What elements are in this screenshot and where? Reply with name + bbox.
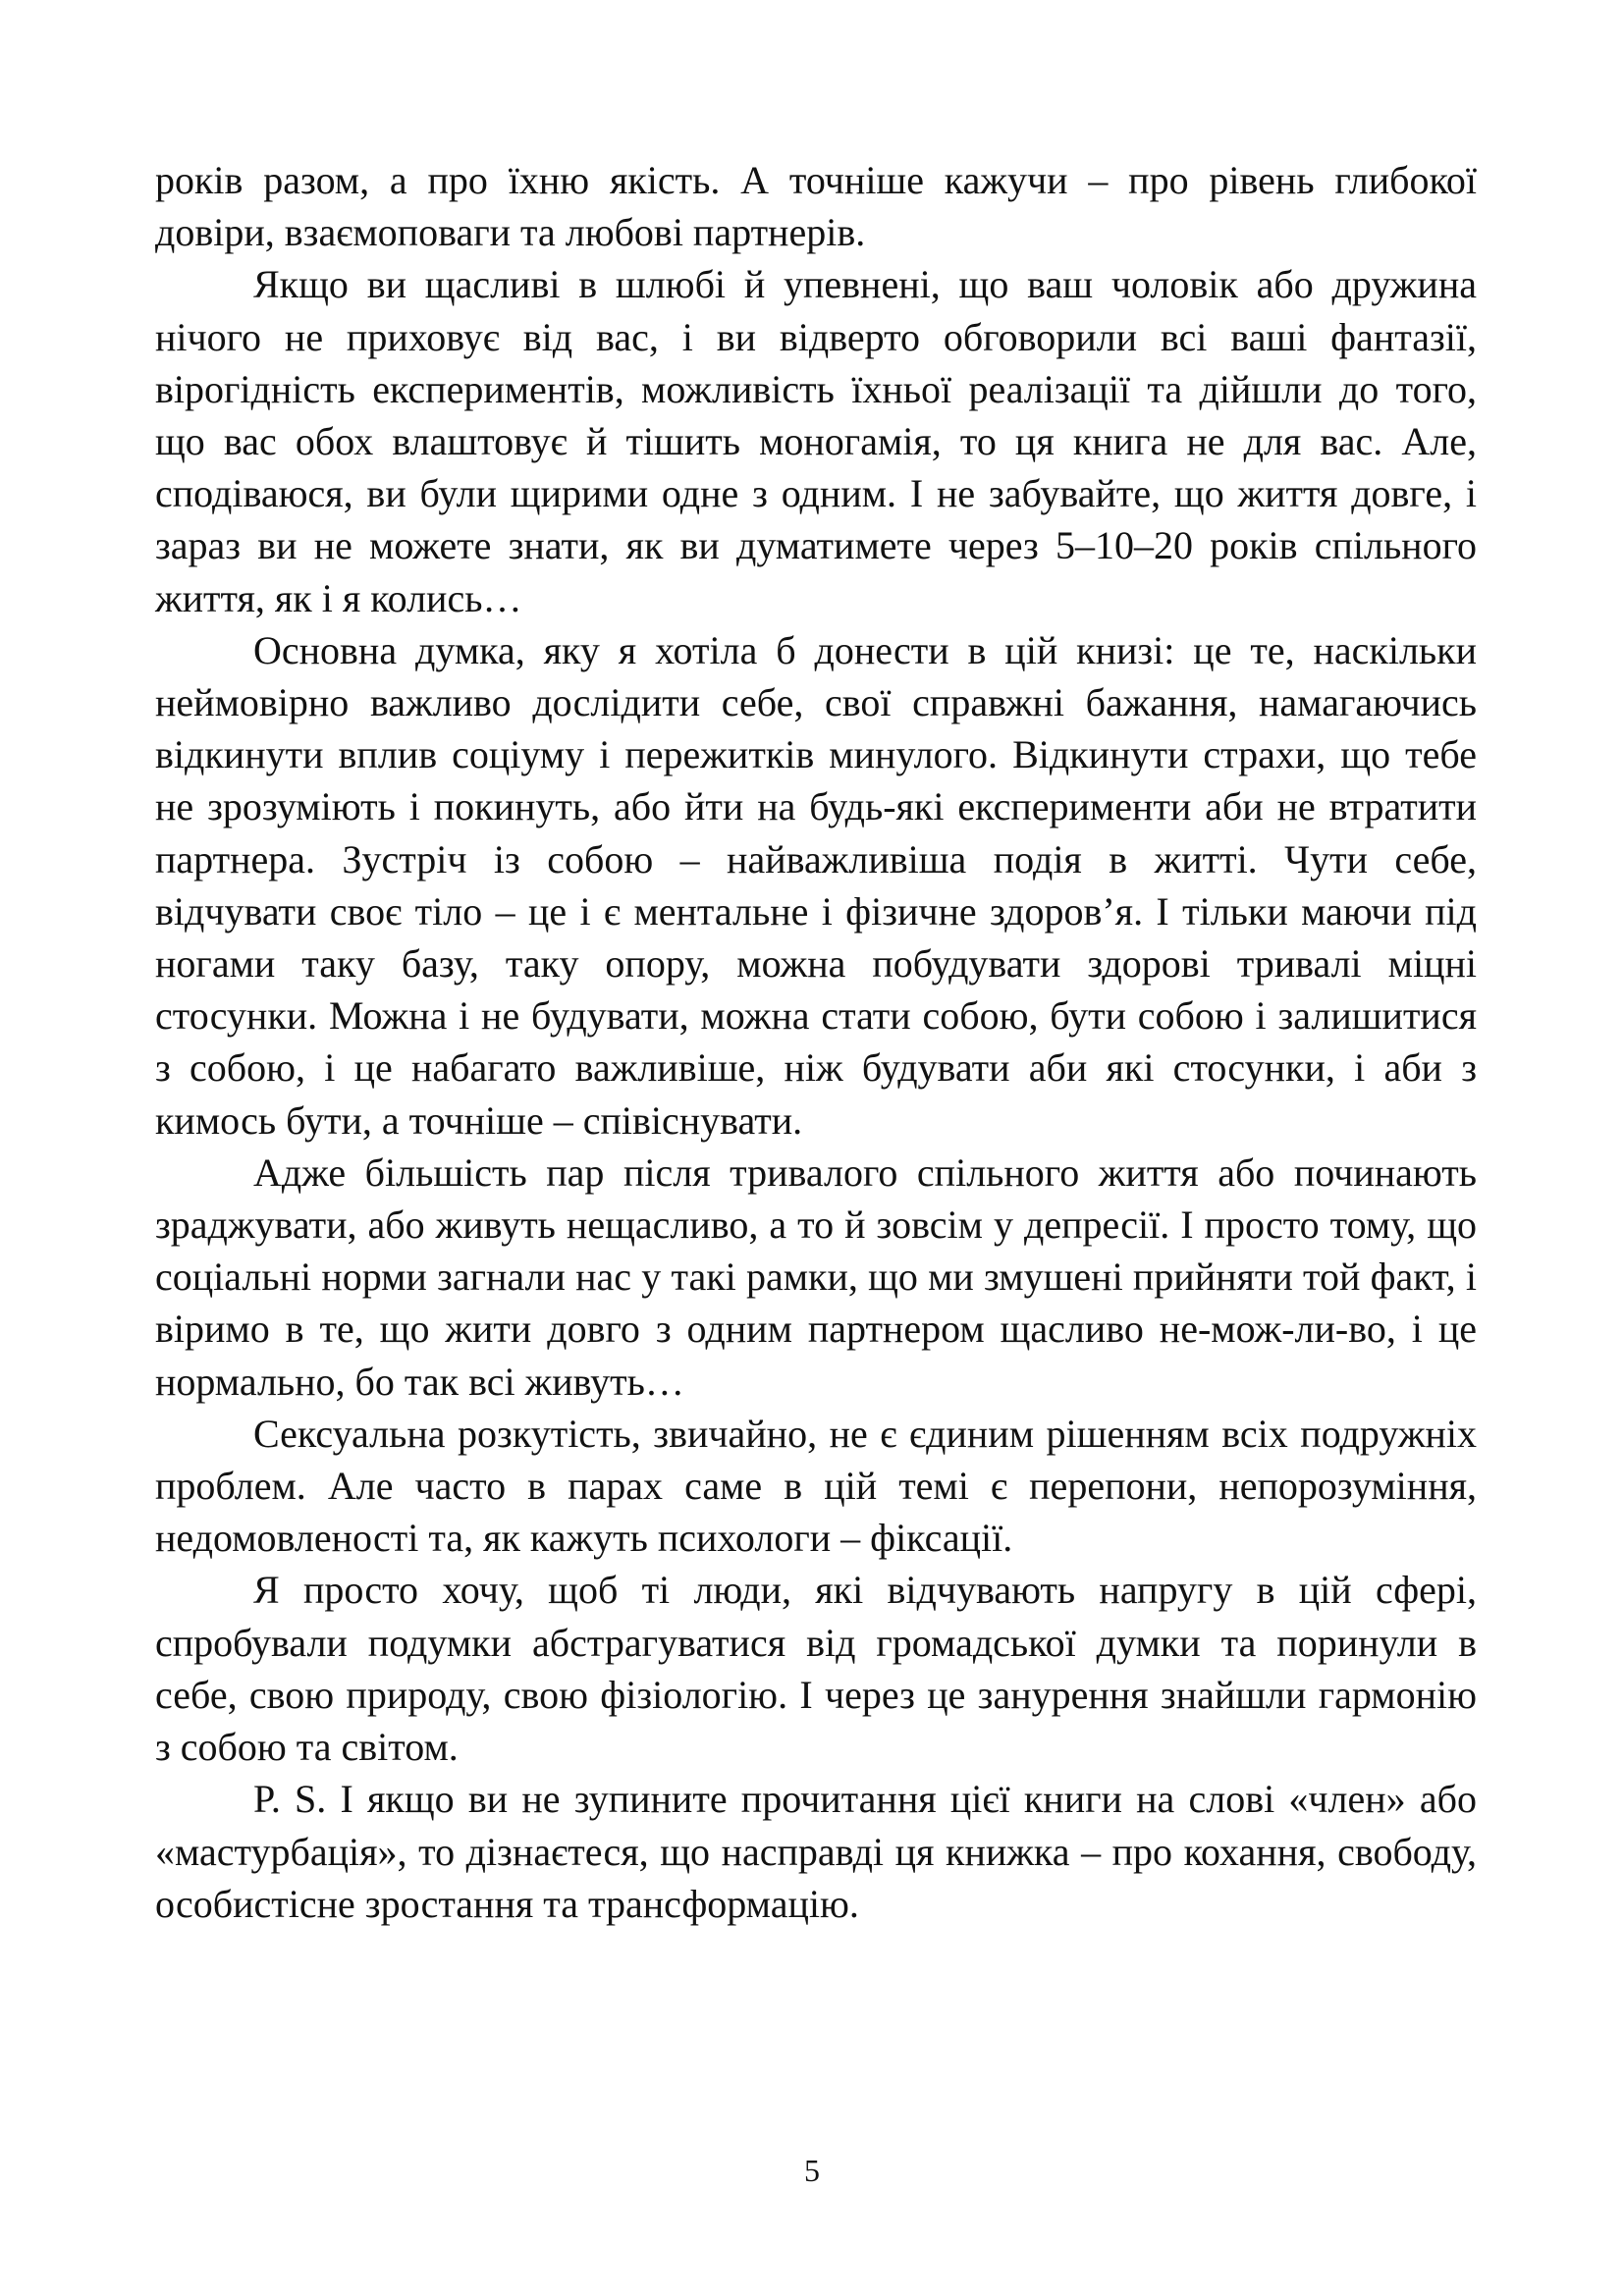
text-body (155, 154, 1477, 1930)
paragraph-sexual-openness: Сексуальна розкутість, звичайно, не є єдиним рішенням всіх подружніх проблем. Але часто в парах саме в цій темі є перепони, непорозуміння, недомовленості та, як кажуть психологи – фіксації. (155, 1411, 1477, 1561)
paragraph-couples: Адже більшість пар після тривалого спільного життя або починають зраджувати, або живуть нещасливо, а то й зовсім у депресії. І просто тому, що соціальні норми загнали нас у такі рамки, що ми змушені прийняти той факт, і віримо в те, що жити довго з одним партнером щасливо не-мож-ли-во, і це нормально, бо так всі живуть… (155, 1149, 1477, 1404)
paragraph-continuation: років разом, а про їхню якість. А точніше кажучи – про рівень глибокої довіри, взаємоповаги та любові партнерів. (155, 158, 1477, 255)
paragraph-main-idea: Основна думка, яку я хотіла б донести в цій книзі: це те, наскільки неймовірно важливо дослідити себе, свої справжні бажання, намагаючись відкинути вплив соціуму і пережитків минулого. Відкинути страхи, що тебе не зрозуміють і покинуть, або йти на будь-які експерименти аби не втратити партнера. Зустріч із собою – найважливіша подія в житті. Чути себе, відчувати своє тіло – це і є ментальне і фізичне здоров’я. І тільки маючи під ногами таку базу, таку опору, можна побудувати здорові тривалі міцні стосунки. Можна і не будувати, можна стати собою, бути собою і залишитися з собою, і це набагато важливіше, ніж будувати аби які стосунки, і аби з кимось бути, а точніше – співіснувати. (155, 627, 1477, 1143)
paragraph-postscript: P. S. І якщо ви не зупините прочитання цієї книги на слові «член» або «мастурбація», то дізнаєтеся, що насправді ця книжка – про кохання, свободу, особистісне зростання та трансформацію. (155, 1777, 1477, 1926)
paragraph-happy-marriage: Якщо ви щасливі в шлюбі й упевнені, що ваш чоловік або дружина нічого не приховує від вас, і ви відверто обговорили всі ваші фантазії, вірогідність експериментів, можливість їхньої реалізації та дійшли до того, що вас обох влаштовує й тішить моногамія, то ця книга не для вас. Але, сподіваюся, ви були щирими одне з одним. І не забувайте, що життя довге, і зараз ви не можете знати, як ви думатимете через 5–10–20 років спільного життя, як і я колись… (155, 262, 1477, 620)
page-number: 5 (804, 2153, 820, 2188)
paragraph-wish: Я просто хочу, щоб ті люди, які відчувають напругу в цій сфері, спробували подумки абстрагуватися від громадської думки та поринули в себе, свою природу, свою фізіологію. І через це занурення знайшли гармонію з собою та світом. (155, 1568, 1477, 1770)
